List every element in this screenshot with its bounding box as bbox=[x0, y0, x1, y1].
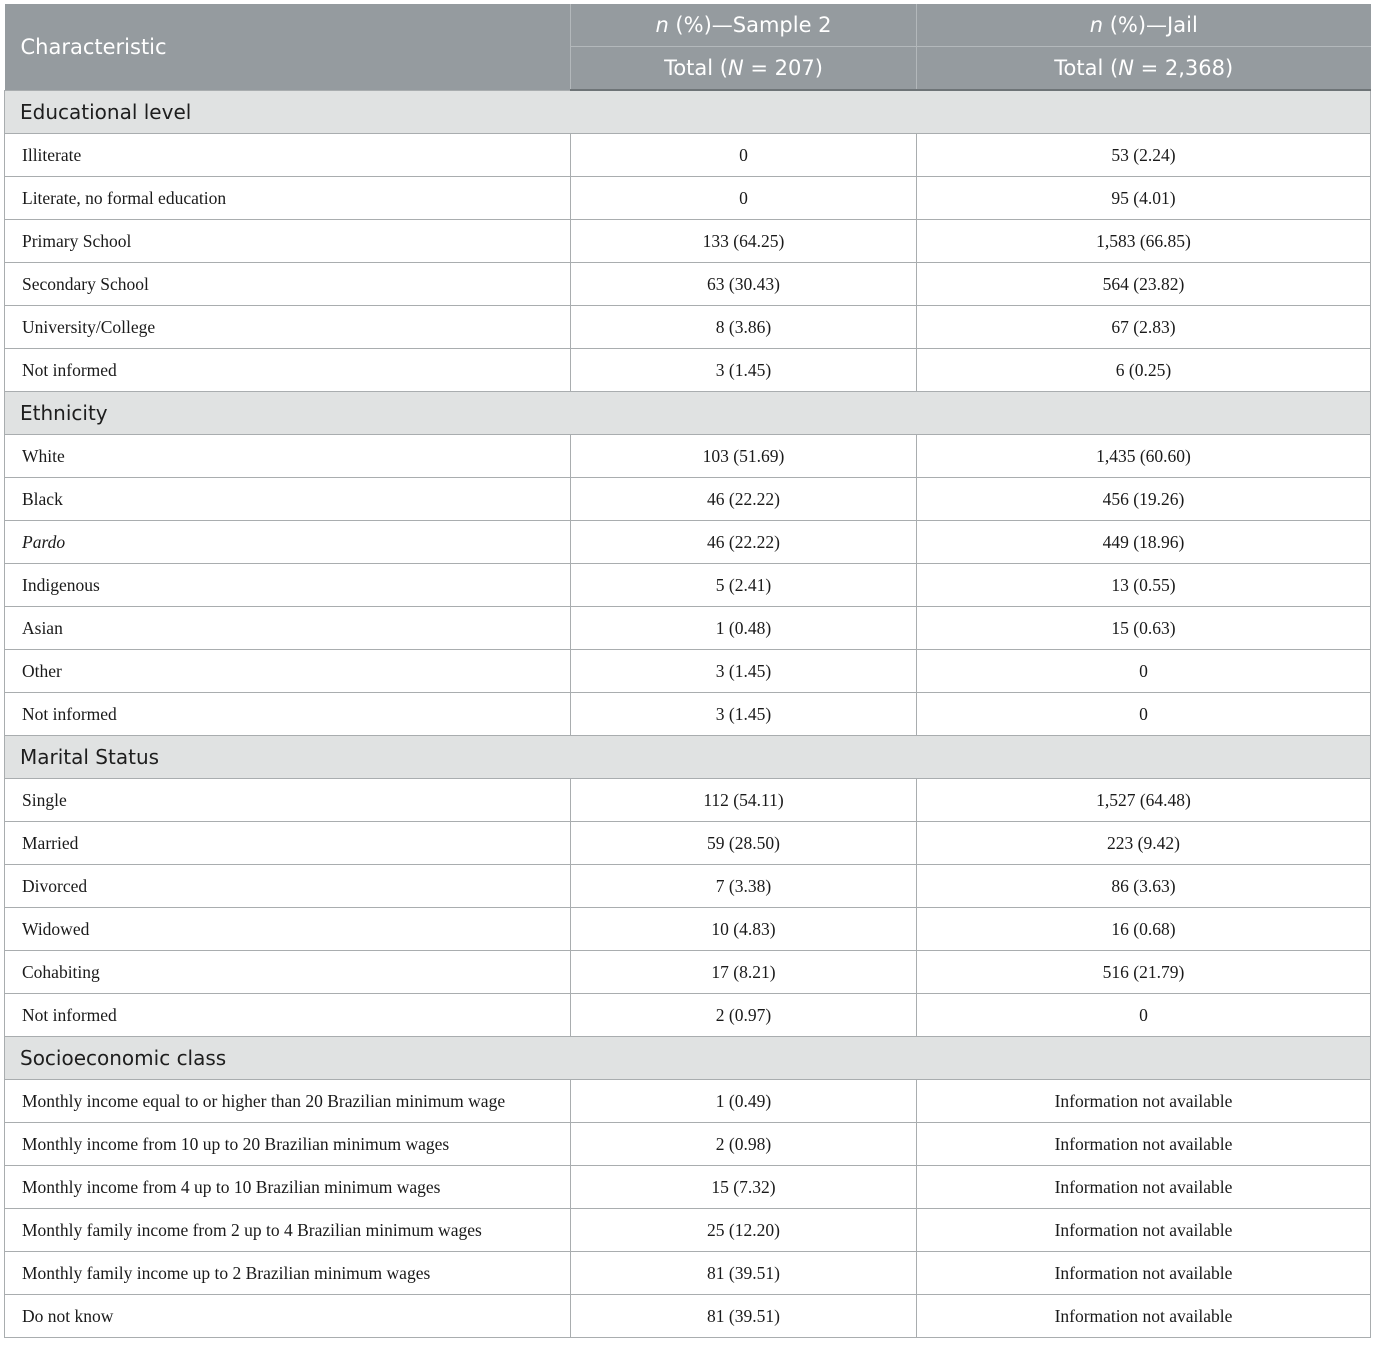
sample2-value: 7 (3.38) bbox=[571, 865, 917, 908]
table-row bbox=[5, 220, 1371, 263]
header-jail-total bbox=[917, 47, 1371, 91]
table-row bbox=[5, 306, 1371, 349]
sample2-value: 17 (8.21) bbox=[571, 951, 917, 994]
row-label: Not informed bbox=[5, 693, 571, 736]
row-label: Not informed bbox=[5, 349, 571, 392]
table-row bbox=[5, 951, 1371, 994]
row-label: Illiterate bbox=[5, 134, 571, 177]
table-row bbox=[5, 908, 1371, 951]
jail-value: Information not available bbox=[917, 1123, 1371, 1166]
table-row bbox=[5, 650, 1371, 693]
row-label: Monthly income from 4 up to 10 Brazilian minimum wages bbox=[5, 1166, 571, 1209]
row-label: Divorced bbox=[5, 865, 571, 908]
section-header-row bbox=[5, 736, 1371, 779]
section-title: Socioeconomic class bbox=[5, 1037, 1371, 1080]
row-label: Literate, no formal education bbox=[5, 177, 571, 220]
table-body bbox=[5, 90, 1371, 1338]
row-label: Primary School bbox=[5, 220, 571, 263]
sample2-value: 15 (7.32) bbox=[571, 1166, 917, 1209]
table-row bbox=[5, 865, 1371, 908]
header-jail-label: (%)—Jail bbox=[1103, 13, 1198, 37]
section-header-row bbox=[5, 1037, 1371, 1080]
row-label: Widowed bbox=[5, 908, 571, 951]
header-sample2-total bbox=[571, 47, 917, 91]
section-header-row bbox=[5, 392, 1371, 435]
row-label: Monthly family income from 2 up to 4 Brazilian minimum wages bbox=[5, 1209, 571, 1252]
row-label: Single bbox=[5, 779, 571, 822]
row-label: Monthly family income up to 2 Brazilian minimum wages bbox=[5, 1252, 571, 1295]
jail-value: 15 (0.63) bbox=[917, 607, 1371, 650]
jail-value: 16 (0.68) bbox=[917, 908, 1371, 951]
jail-value: 95 (4.01) bbox=[917, 177, 1371, 220]
header-sample2-label: (%)—Sample 2 bbox=[668, 13, 832, 37]
jail-value: 564 (23.82) bbox=[917, 263, 1371, 306]
table-row bbox=[5, 693, 1371, 736]
jail-value: 0 bbox=[917, 650, 1371, 693]
header-jail-n: n bbox=[1089, 13, 1104, 37]
table-row bbox=[5, 607, 1371, 650]
jail-value: 1,583 (66.85) bbox=[917, 220, 1371, 263]
jail-value: 53 (2.24) bbox=[917, 134, 1371, 177]
demographics-table-container bbox=[4, 4, 1370, 1338]
section-title: Educational level bbox=[5, 90, 1371, 134]
sample2-value: 46 (22.22) bbox=[571, 478, 917, 521]
sample2-value: 0 bbox=[571, 177, 917, 220]
sample2-value: 3 (1.45) bbox=[571, 349, 917, 392]
row-label: Monthly income equal to or higher than 20 Brazilian minimum wage bbox=[5, 1080, 571, 1123]
jail-value: 6 (0.25) bbox=[917, 349, 1371, 392]
jail-value: 1,435 (60.60) bbox=[917, 435, 1371, 478]
table-header bbox=[5, 4, 1371, 90]
section-header-row bbox=[5, 90, 1371, 134]
section-title: Ethnicity bbox=[5, 392, 1371, 435]
sample2-value: 103 (51.69) bbox=[571, 435, 917, 478]
table-row bbox=[5, 564, 1371, 607]
sample2-value: 2 (0.98) bbox=[571, 1123, 917, 1166]
sample2-value: 0 bbox=[571, 134, 917, 177]
header-jail-total-prefix: Total ( bbox=[1054, 56, 1119, 80]
header-sample2-total-prefix: Total ( bbox=[664, 56, 728, 80]
jail-value: 449 (18.96) bbox=[917, 521, 1371, 564]
sample2-value: 8 (3.86) bbox=[571, 306, 917, 349]
table-row bbox=[5, 1295, 1371, 1338]
table-row bbox=[5, 779, 1371, 822]
table-row bbox=[5, 263, 1371, 306]
header-jail bbox=[917, 4, 1371, 47]
header-sample2-total-suffix: = 207) bbox=[743, 56, 823, 80]
table-row bbox=[5, 349, 1371, 392]
row-label: Black bbox=[5, 478, 571, 521]
row-label: White bbox=[5, 435, 571, 478]
jail-value: 67 (2.83) bbox=[917, 306, 1371, 349]
sample2-value: 46 (22.22) bbox=[571, 521, 917, 564]
header-characteristic: Characteristic bbox=[5, 4, 571, 90]
jail-value: 13 (0.55) bbox=[917, 564, 1371, 607]
row-label: Other bbox=[5, 650, 571, 693]
jail-value: 456 (19.26) bbox=[917, 478, 1371, 521]
jail-value: 1,527 (64.48) bbox=[917, 779, 1371, 822]
header-sample2 bbox=[571, 4, 917, 47]
header-sample2-n: n bbox=[655, 13, 669, 37]
jail-value: Information not available bbox=[917, 1295, 1371, 1338]
jail-value: 223 (9.42) bbox=[917, 822, 1371, 865]
demographics-table bbox=[4, 4, 1371, 1338]
row-label: Not informed bbox=[5, 994, 571, 1037]
sample2-value: 1 (0.49) bbox=[571, 1080, 917, 1123]
jail-value: Information not available bbox=[917, 1252, 1371, 1295]
sample2-value: 133 (64.25) bbox=[571, 220, 917, 263]
row-label: Asian bbox=[5, 607, 571, 650]
sample2-value: 63 (30.43) bbox=[571, 263, 917, 306]
sample2-value: 81 (39.51) bbox=[571, 1295, 917, 1338]
sample2-value: 25 (12.20) bbox=[571, 1209, 917, 1252]
row-label: Cohabiting bbox=[5, 951, 571, 994]
section-title: Marital Status bbox=[5, 736, 1371, 779]
table-row bbox=[5, 177, 1371, 220]
jail-value: 0 bbox=[917, 994, 1371, 1037]
table-row bbox=[5, 1080, 1371, 1123]
jail-value: Information not available bbox=[917, 1080, 1371, 1123]
table-row bbox=[5, 994, 1371, 1037]
table-row bbox=[5, 134, 1371, 177]
sample2-value: 81 (39.51) bbox=[571, 1252, 917, 1295]
header-jail-total-suffix: = 2,368) bbox=[1133, 56, 1234, 80]
row-label: Married bbox=[5, 822, 571, 865]
sample2-value: 2 (0.97) bbox=[571, 994, 917, 1037]
row-label: Do not know bbox=[5, 1295, 571, 1338]
sample2-value: 3 (1.45) bbox=[571, 693, 917, 736]
row-label: Indigenous bbox=[5, 564, 571, 607]
sample2-value: 59 (28.50) bbox=[571, 822, 917, 865]
jail-value: 86 (3.63) bbox=[917, 865, 1371, 908]
jail-value: 516 (21.79) bbox=[917, 951, 1371, 994]
row-label: Pardo bbox=[5, 521, 571, 564]
row-label: Monthly income from 10 up to 20 Brazilian minimum wages bbox=[5, 1123, 571, 1166]
header-jail-total-N: N bbox=[1118, 56, 1134, 80]
jail-value: Information not available bbox=[917, 1209, 1371, 1252]
sample2-value: 10 (4.83) bbox=[571, 908, 917, 951]
sample2-value: 3 (1.45) bbox=[571, 650, 917, 693]
row-label: Secondary School bbox=[5, 263, 571, 306]
table-row bbox=[5, 1209, 1371, 1252]
table-row bbox=[5, 521, 1371, 564]
jail-value: 0 bbox=[917, 693, 1371, 736]
sample2-value: 1 (0.48) bbox=[571, 607, 917, 650]
table-row bbox=[5, 478, 1371, 521]
row-label: University/College bbox=[5, 306, 571, 349]
table-row bbox=[5, 1123, 1371, 1166]
jail-value: Information not available bbox=[917, 1166, 1371, 1209]
sample2-value: 5 (2.41) bbox=[571, 564, 917, 607]
table-row bbox=[5, 435, 1371, 478]
sample2-value: 112 (54.11) bbox=[571, 779, 917, 822]
table-row bbox=[5, 822, 1371, 865]
table-row bbox=[5, 1252, 1371, 1295]
header-sample2-total-N: N bbox=[727, 56, 744, 80]
table-row bbox=[5, 1166, 1371, 1209]
